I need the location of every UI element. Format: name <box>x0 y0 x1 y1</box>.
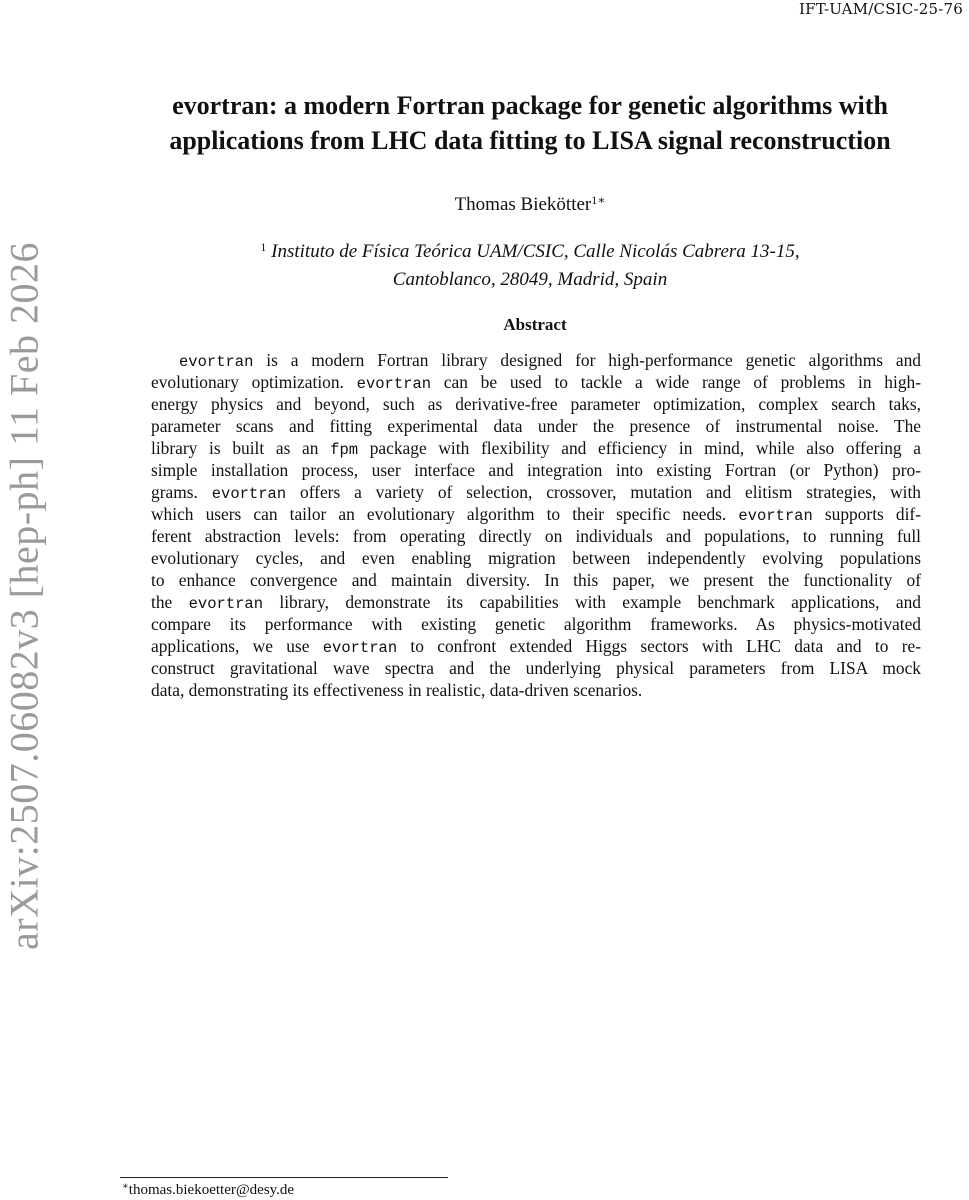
abstract-line <box>151 635 921 657</box>
abstract-text: offers a variety of selection, crossover, mutation and elitism strategies, with <box>286 482 922 502</box>
code-term: evortran <box>211 485 287 503</box>
abstract-line <box>151 437 921 459</box>
arxiv-identifier-stamp: arXiv:2507.06082v3 [hep-ph] 11 Feb 2026 <box>1 242 47 950</box>
author-name: Thomas Biekötter <box>454 194 592 215</box>
abstract-line <box>151 657 921 679</box>
abstract-text: parameter scans and fitting experimental data under the presence of instrumental noise. The <box>151 416 921 436</box>
code-term: evortran <box>356 375 432 393</box>
abstract-text: can be used to tackle a wide range of problems in high- <box>431 372 922 392</box>
abstract-text: library, demonstrate its capabilities with example benchmark applications, and <box>263 592 922 612</box>
footnote-rule <box>120 1177 448 1178</box>
footnote <box>122 1181 294 1199</box>
title-line-2: applications from LHC data fitting to LISA signal reconstruction <box>169 126 891 155</box>
abstract-line <box>151 415 921 437</box>
abstract-text: package with flexibility and efficiency in mind, while also offering a <box>358 438 921 458</box>
abstract-text: data, demonstrating its effectiveness in realistic, data-driven scenarios. <box>151 680 643 700</box>
footnote-email: thomas.biekoetter@desy.de <box>128 1182 295 1198</box>
abstract-text: simple installation process, user interface and integration into existing Fortran (or Python) pro- <box>151 460 921 480</box>
code-term: evortran <box>179 353 254 371</box>
abstract-body <box>151 349 921 701</box>
abstract-line <box>151 349 921 371</box>
abstract-text: library is built as an <box>151 438 331 458</box>
abstract-line <box>151 547 921 569</box>
abstract-line <box>151 591 921 613</box>
abstract-text: to confront extended Higgs sectors with LHC data and to re- <box>397 636 921 656</box>
paper-title <box>90 88 969 158</box>
abstract-text: is a modern Fortran library designed for high-performance genetic algorithms and <box>253 350 921 370</box>
abstract-text: applications, we use <box>151 636 323 656</box>
abstract-text: construct gravitational wave spectra and the underlying physical parameters from LISA mock <box>151 658 921 678</box>
abstract-line <box>151 679 921 701</box>
footnote-mark: ∗ <box>122 1181 129 1192</box>
abstract-text: the <box>151 592 189 612</box>
affiliation-line-1 <box>90 233 969 266</box>
abstract-text: evolutionary cycles, and even enabling migration between independently evolving populations <box>151 548 921 568</box>
abstract-text: supports dif- <box>812 504 921 524</box>
abstract-line <box>151 459 921 481</box>
code-term: evortran <box>322 639 398 657</box>
abstract-text: energy physics and beyond, such as derivative-free parameter optimization, complex search taks, <box>151 394 921 414</box>
code-term: evortran <box>738 507 813 525</box>
abstract-text: ferent abstraction levels: from operating directly on individuals and populations, to running full <box>151 526 921 546</box>
abstract-text: which users can tailor an evolutionary algorithm to their specific needs. <box>151 504 739 524</box>
abstract-text: evolutionary optimization. <box>151 372 357 392</box>
abstract-line <box>151 371 921 393</box>
abstract-text: compare its performance with existing genetic algorithm frameworks. As physics-motivated <box>151 614 921 634</box>
abstract-line <box>151 525 921 547</box>
affiliation-line-2: Cantoblanco, 28049, Madrid, Spain <box>392 269 668 290</box>
affiliation-mark: 1 <box>260 240 267 254</box>
title-line-1: evortran: a modern Fortran package for genetic algorithms with <box>172 91 888 120</box>
affiliation-text-1: Instituto de Física Teórica UAM/CSIC, Calle Nicolás Cabrera 13-15, <box>271 241 800 262</box>
code-term: evortran <box>188 595 264 613</box>
abstract-line <box>151 569 921 591</box>
code-term: fpm <box>330 441 359 459</box>
abstract-line <box>151 613 921 635</box>
abstract-line <box>151 481 921 503</box>
abstract-line <box>151 393 921 415</box>
author-marks: 1∗ <box>591 193 606 207</box>
report-number: IFT-UAM/CSIC-25-76 <box>799 0 963 18</box>
author <box>90 193 969 216</box>
abstract-line <box>151 503 921 525</box>
abstract-text: grams. <box>151 482 212 502</box>
affiliation <box>90 233 969 294</box>
abstract-heading: Abstract <box>503 315 567 334</box>
abstract-text: to enhance convergence and maintain diversity. In this paper, we present the functionality of <box>151 570 921 590</box>
